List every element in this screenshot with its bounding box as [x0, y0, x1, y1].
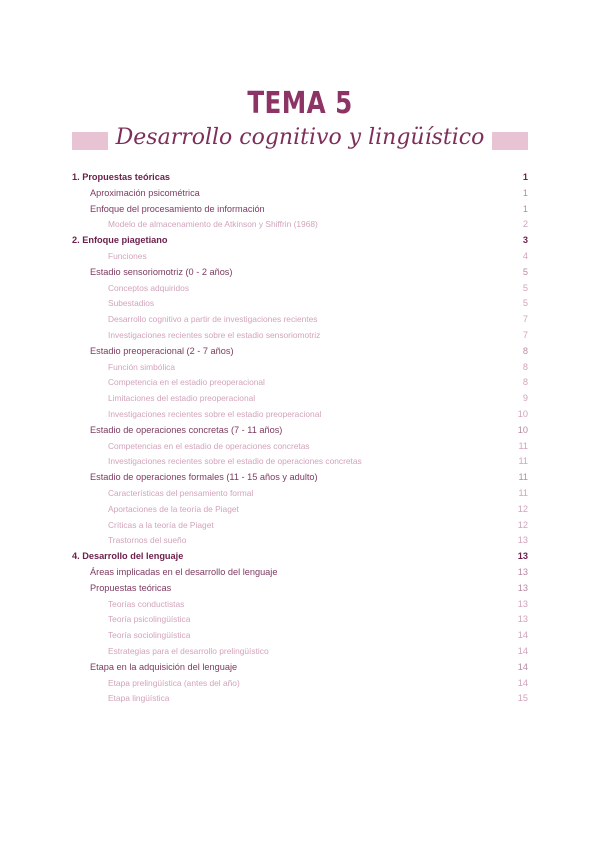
toc-entry-page-number: 13 [517, 551, 528, 562]
toc-entry-level-3[interactable] [72, 518, 528, 534]
toc-entry-level-1[interactable] [72, 170, 528, 186]
toc-entry-level-3[interactable] [72, 486, 528, 502]
toc-entry-title: Aportaciones de la teoría de Piaget [108, 503, 239, 514]
toc-entry-level-1[interactable] [72, 233, 528, 249]
toc-entry-title: Teoría psicolingüística [108, 614, 191, 625]
toc-entry-page-number: 7 [522, 314, 528, 325]
toc-entry-level-3[interactable] [72, 375, 528, 391]
toc-entry-page-number: 12 [517, 519, 528, 530]
toc-entry-level-3[interactable] [72, 676, 528, 692]
toc-entry-page-number: 14 [517, 645, 528, 656]
table-of-contents [72, 170, 528, 707]
toc-entry-level-3[interactable] [72, 312, 528, 328]
toc-entry-title: Subestadios [108, 298, 155, 309]
page-title: TEMA 5 [247, 86, 353, 121]
toc-entry-title: Investigaciones recientes sobre el estadio de operaciones concretas [108, 456, 362, 467]
toc-entry-title: 2. Enfoque piagetiano [72, 235, 168, 246]
toc-entry-page-number: 14 [517, 630, 528, 641]
toc-entry-level-3[interactable] [72, 328, 528, 344]
toc-entry-title: Conceptos adquiridos [108, 282, 190, 293]
toc-entry-title: Estadio preoperacional (2 - 7 años) [90, 345, 234, 356]
toc-entry-title: Trastornos del sueño [108, 535, 187, 546]
toc-entry-page-number: 13 [517, 566, 528, 577]
toc-entry-title: Modelo de almacenamiento de Atkinson y Shiffrin (1968) [108, 219, 318, 230]
toc-entry-level-2[interactable] [72, 423, 528, 439]
toc-entry-title: Investigaciones recientes sobre el estadio sensoriomotriz [108, 329, 321, 340]
toc-entry-level-3[interactable] [72, 628, 528, 644]
toc-entry-title: Áreas implicadas en el desarrollo del lenguaje [90, 566, 278, 577]
toc-entry-page-number: 11 [518, 472, 528, 483]
toc-entry-title: Estadio de operaciones concretas (7 - 11 años) [90, 424, 283, 435]
toc-entry-page-number: 1 [522, 172, 528, 182]
toc-entry-title: Teorías conductistas [108, 598, 185, 609]
toc-entry-level-3[interactable] [72, 439, 528, 455]
toc-entry-page-number: 15 [517, 693, 528, 704]
toc-entry-level-2[interactable] [72, 202, 528, 218]
toc-entry-page-number: 11 [518, 487, 528, 498]
toc-entry-level-3[interactable] [72, 597, 528, 613]
toc-entry-title: Etapa lingüística [108, 693, 170, 704]
toc-entry-title: Desarrollo cognitivo a partir de investigaciones recientes [108, 314, 318, 325]
toc-entry-level-3[interactable] [72, 691, 528, 707]
toc-entry-title: Estadio sensoriomotriz (0 - 2 años) [90, 266, 233, 277]
toc-entry-title: Aproximación psicométrica [90, 187, 200, 198]
toc-entry-level-3[interactable] [72, 217, 528, 233]
toc-entry-page-number: 8 [522, 377, 528, 388]
toc-entry-level-2[interactable] [72, 265, 528, 281]
toc-entry-page-number: 4 [522, 250, 528, 261]
toc-entry-level-2[interactable] [72, 660, 528, 676]
toc-entry-page-number: 2 [522, 219, 528, 230]
toc-entry-level-3[interactable] [72, 407, 528, 423]
toc-entry-level-3[interactable] [72, 296, 528, 312]
toc-entry-title: Competencia en el estadio preoperacional [108, 377, 265, 388]
toc-entry-page-number: 3 [522, 235, 528, 246]
toc-entry-level-2[interactable] [72, 581, 528, 597]
subtitle-container [0, 123, 600, 153]
toc-entry-title: Enfoque del procesamiento de información [90, 203, 265, 214]
toc-entry-page-number: 1 [522, 187, 528, 198]
toc-entry-title: Etapa prelingüística (antes del año) [108, 677, 240, 688]
toc-entry-title: Limitaciones del estadio preoperacional [108, 393, 256, 404]
toc-entry-level-3[interactable] [72, 454, 528, 470]
toc-entry-level-2[interactable] [72, 470, 528, 486]
toc-entry-page-number: 13 [517, 582, 528, 593]
toc-entry-title: 1. Propuestas teóricas [72, 172, 171, 182]
toc-entry-level-3[interactable] [72, 502, 528, 518]
toc-entry-level-2[interactable] [72, 344, 528, 360]
toc-entry-title: Estrategias para el desarrollo prelingüístico [108, 645, 269, 656]
toc-entry-page-number: 8 [522, 361, 528, 372]
toc-entry-page-number: 11 [518, 456, 528, 467]
toc-entry-title: Teoría sociolingüística [108, 630, 191, 641]
toc-entry-page-number: 5 [522, 298, 528, 309]
toc-entry-title: Características del pensamiento formal [108, 487, 254, 498]
toc-entry-title: Etapa en la adquisición del lenguaje [90, 661, 238, 672]
toc-entry-page-number: 5 [522, 282, 528, 293]
toc-entry-title: Investigaciones recientes sobre el estadio preoperacional [108, 408, 322, 419]
toc-entry-page-number: 10 [517, 408, 528, 419]
toc-entry-level-3[interactable] [72, 281, 528, 297]
toc-entry-level-3[interactable] [72, 391, 528, 407]
toc-entry-page-number: 13 [517, 535, 528, 546]
toc-entry-level-3[interactable] [72, 612, 528, 628]
toc-entry-title: Funciones [108, 250, 147, 261]
toc-entry-page-number: 5 [522, 266, 528, 277]
toc-entry-level-3[interactable] [72, 249, 528, 265]
toc-entry-title: Competencias en el estadio de operaciones concretas [108, 440, 310, 451]
toc-entry-title: Críticas a la teoría de Piaget [108, 519, 214, 530]
toc-entry-page-number: 1 [522, 203, 528, 214]
toc-entry-page-number: 10 [517, 424, 528, 435]
toc-entry-page-number: 7 [522, 329, 528, 340]
toc-entry-title: Función simbólica [108, 361, 176, 372]
page-subtitle: Desarrollo cognitivo y lingüístico [108, 123, 493, 153]
toc-entry-page-number: 13 [517, 598, 528, 609]
toc-entry-title: Estadio de operaciones formales (11 - 15 años y adulto) [90, 472, 318, 483]
toc-entry-page-number: 14 [517, 661, 528, 672]
toc-entry-page-number: 14 [517, 677, 528, 688]
toc-entry-title: 4. Desarrollo del lenguaje [72, 551, 184, 562]
toc-entry-page-number: 13 [517, 614, 528, 625]
toc-entry-page-number: 11 [518, 440, 528, 451]
toc-entry-level-3[interactable] [72, 360, 528, 376]
toc-entry-page-number: 8 [522, 345, 528, 356]
toc-entry-level-2[interactable] [72, 186, 528, 202]
toc-entry-page-number: 9 [522, 393, 528, 404]
toc-entry-level-3[interactable] [72, 533, 528, 549]
toc-entry-title: Propuestas teóricas [90, 582, 172, 593]
toc-entry-level-3[interactable] [72, 644, 528, 660]
toc-entry-level-2[interactable] [72, 565, 528, 581]
toc-entry-page-number: 12 [517, 503, 528, 514]
toc-entry-level-1[interactable] [72, 549, 528, 565]
